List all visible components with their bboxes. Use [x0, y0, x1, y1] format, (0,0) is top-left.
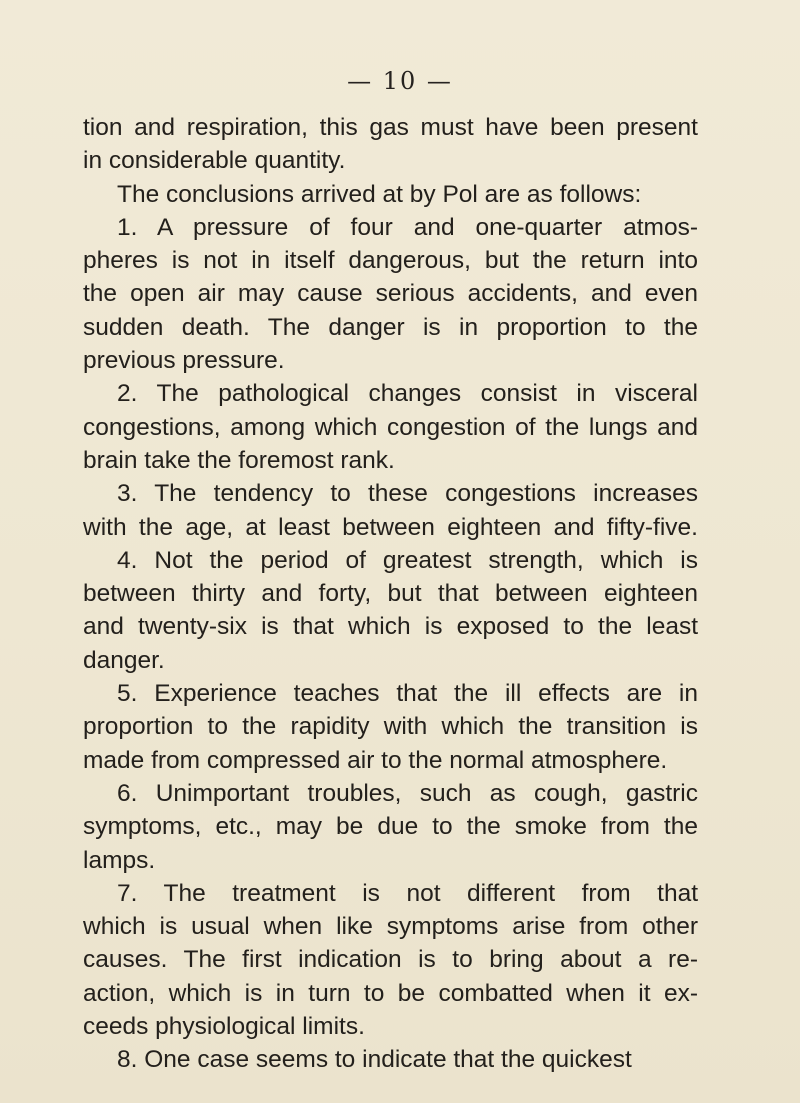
body-text — [83, 111, 698, 1077]
page-number: — 10 — — [347, 67, 453, 95]
text-line: lamps. — [83, 846, 156, 874]
text-line: proportion to the rapidity with which the transition is — [83, 713, 698, 741]
text-line: 1. A pressure of four and one-quarter atmos- — [117, 213, 698, 241]
text-line: 7. The treatment is not different from that — [117, 879, 698, 907]
text-line: 8. One case seems to indicate that the quickest — [117, 1046, 632, 1074]
text-line: ceeds physiological limits. — [83, 1013, 365, 1041]
text-line: the open air may cause serious accidents, and even — [83, 280, 698, 308]
text-line: between thirty and forty, but that between eighteen — [83, 580, 698, 608]
text-line: 3. The tendency to these congestions increases — [117, 480, 698, 508]
text-line: brain take the foremost rank. — [83, 446, 395, 474]
text-line: 4. Not the period of greatest strength, which is — [117, 546, 698, 574]
text-line: in considerable quantity. — [83, 147, 346, 175]
text-line: 2. The pathological changes consist in visceral — [117, 380, 698, 408]
text-line: sudden death. The danger is in proportion to the — [83, 313, 698, 341]
text-line: causes. The first indication is to bring about a re- — [83, 946, 698, 974]
text-line: made from compressed air to the normal atmosphere. — [83, 746, 668, 774]
text-line: symptoms, etc., may be due to the smoke from the — [83, 813, 698, 841]
text-line: pheres is not in itself dangerous, but the return into — [83, 247, 698, 275]
text-line: with the age, at least between eighteen and fifty-five. — [83, 513, 698, 541]
text-line: previous pressure. — [83, 347, 285, 375]
text-line: which is usual when like symptoms arise from other — [83, 913, 698, 941]
text-line: 5. Experience teaches that the ill effects are in — [117, 680, 698, 708]
text-line: tion and respiration, this gas must have been present — [83, 114, 698, 141]
text-line: danger. — [83, 646, 165, 674]
text-line: and twenty-six is that which is exposed to the least — [83, 613, 698, 641]
text-line: action, which is in turn to be combatted when it ex- — [83, 979, 698, 1007]
text-line: congestions, among which congestion of the lungs and — [83, 413, 698, 441]
text-line: 6. Unimportant troubles, such as cough, gastric — [117, 779, 698, 807]
text-line: The conclusions arrived at by Pol are as follows: — [117, 180, 642, 208]
